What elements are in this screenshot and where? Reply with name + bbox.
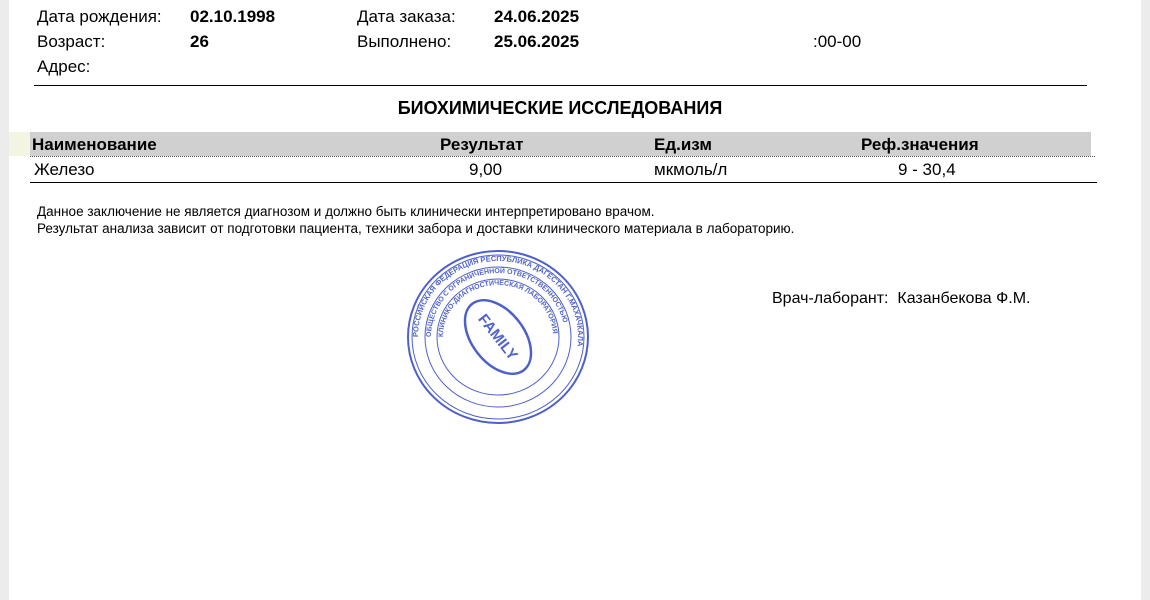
page-edge-left <box>0 0 9 600</box>
stamp-ring-middle: ОБЩЕСТВО С ОГРАНИЧЕННОЙ ОТВЕТСТВЕННОСТЬЮ <box>425 267 569 338</box>
completed-label: Выполнено: <box>357 32 452 51</box>
time-fragment: :00-00 <box>813 32 862 51</box>
header-reference: Реф.значения <box>861 135 979 154</box>
table-bottom-line <box>30 182 1097 183</box>
age-value: 26 <box>190 32 209 51</box>
header-name: Наименование <box>32 135 157 154</box>
birth-date-value: 02.10.1998 <box>190 7 276 26</box>
order-date-label: Дата заказа: <box>357 7 456 26</box>
cell-result: 9,00 <box>469 160 503 179</box>
completed-value: 25.06.2025 <box>494 32 580 51</box>
header-result: Результат <box>440 135 524 154</box>
section-title: БИОХИМИЧЕСКИЕ ИССЛЕДОВАНИЯ <box>397 98 723 118</box>
note-disclaimer: Данное заключение не является диагнозом и должно быть клинически интерпретировано врачом. <box>37 204 655 219</box>
age-label: Возраст: <box>37 32 106 51</box>
note-preparation: Результат анализа зависит от подготовки пациента, техники забора и доставки клинического материала в лабораторию. <box>37 221 795 236</box>
row-marker <box>9 132 30 156</box>
stamp-center-text: FAMILY <box>474 310 521 364</box>
header-divider <box>34 85 1087 86</box>
signer-name: Казанбекова Ф.М. <box>897 290 1031 307</box>
laboratory-stamp <box>405 248 591 426</box>
address-label: Адрес: <box>37 57 91 76</box>
page-edge-right <box>1141 0 1150 600</box>
header-dotted-line <box>30 156 1095 157</box>
cell-reference: 9 - 30,4 <box>898 160 956 179</box>
order-date-value: 24.06.2025 <box>494 7 580 26</box>
birth-date-label: Дата рождения: <box>37 7 162 26</box>
signer-role: Врач-лаборант: <box>772 290 889 307</box>
stamp-ring-inner: КЛИНИКО-ДИАГНОСТИЧЕСКАЯ ЛАБОРАТОРИЯ <box>437 279 558 338</box>
stamp-ring-outer: РОССИЙСКАЯ ФЕДЕРАЦИЯ РЕСПУБЛИКА ДАГЕСТАН Г.МАХАЧКАЛА <box>410 253 586 347</box>
cell-name: Железо <box>34 160 95 179</box>
header-unit: Ед.изм <box>654 135 712 154</box>
signature-line <box>772 290 1031 308</box>
cell-unit: мкмоль/л <box>654 160 728 179</box>
